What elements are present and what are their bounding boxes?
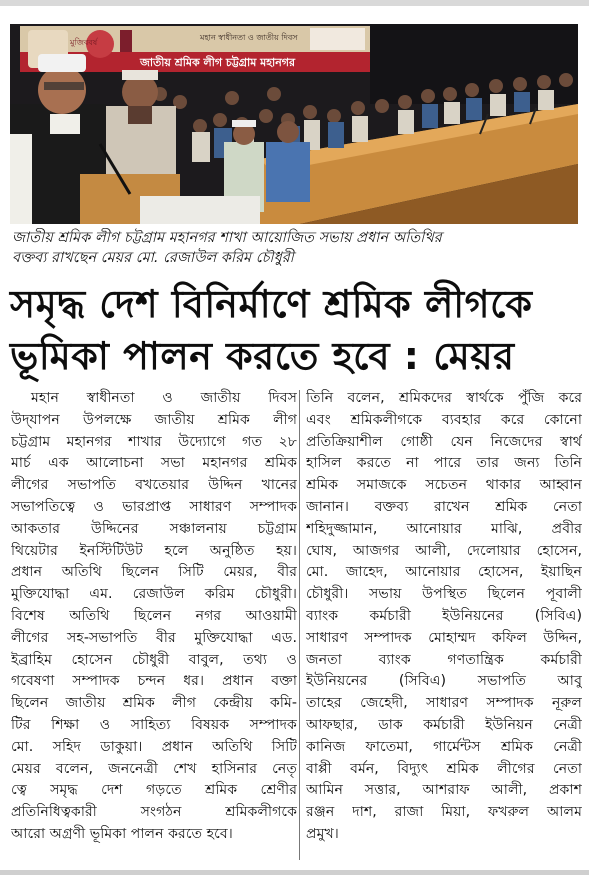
article-line: বিশেষ অতিথি ছিলেন নগর আওয়ামী xyxy=(11,607,297,624)
article-line: ইউনিয়নের (সিবিএ) সভাপতি আবু xyxy=(306,673,582,690)
banner-logo-text: মুজিববর্ষ xyxy=(70,38,98,47)
article-line: ইব্রাহিম হোসেন চৌধুরী বাবুল, তথ্য ও xyxy=(11,651,297,668)
article-line: জানান। বক্তব্য রাখেন শ্রমিক নেতা xyxy=(306,498,582,515)
article-line: লীগের সভাপতি বখতেয়ার উদ্দিন খানের xyxy=(11,477,297,494)
article-line: মহান স্বাধীনতা ও জাতীয় দিবস xyxy=(31,390,297,406)
article-line: মো. সহিদ ডাকুয়া। প্রধান অতিথি সিটি xyxy=(11,738,297,755)
banner-line-2: জাতীয় শ্রমিক লীগ চট্টগ্রাম মহানগর xyxy=(140,56,296,69)
article-line: বাপ্পী বর্মন, বিদ্যুৎ শ্রমিক লীগের নেতা xyxy=(306,760,582,777)
caption-line-1: জাতীয় শ্রমিক লীগ চট্টগ্রাম মহানগর শাখা আয়োজিত সভায় প্রধান অতিথির xyxy=(12,230,442,246)
article-line: শহিদুজ্জামান, আনোয়ার মাঝি, প্রবীর xyxy=(306,520,582,537)
article-line: মেয়র বলেন, জননেত্রী শেখ হাসিনার নেতৃ xyxy=(11,760,297,777)
news-photo xyxy=(10,24,578,224)
article-line: মো. জাহেদ, আনোয়ার হোসেন, ইয়াছিন xyxy=(306,564,582,581)
article-line: ছিলেন জাতীয় শ্রমিক লীগ কেন্দ্রীয় কমি- xyxy=(11,695,297,712)
article-line: সাধারণ সম্পাদক মোহাম্মদ কফিল উদ্দিন, xyxy=(306,629,582,646)
article-line: আরো অগ্রণী ভূমিকা পালন করতে হবে। xyxy=(11,825,233,842)
article-line: ঘোষ, আজগর আলী, দেলোয়ার হোসেন, xyxy=(306,542,582,559)
article-line: মুক্তিযোদ্ধা এম. রেজাউল করিম চৌধুরী। xyxy=(11,586,297,603)
banner-line-1: মহান স্বাধীনতা ও জাতীয় দিবস xyxy=(200,33,298,42)
article-column-right xyxy=(306,388,582,846)
article-line: ত্বে সমৃদ্ধ দেশ গড়তে শ্রমিক শ্রেণীর xyxy=(11,782,297,799)
top-rule xyxy=(0,0,589,6)
photo-caption xyxy=(12,228,578,268)
article-line: জনতা ব্যাংক গণতান্ত্রিক কর্মচারী xyxy=(306,651,582,668)
article-line: আকতার উদ্দিনের সঞ্চালনায় চট্টগ্রাম xyxy=(11,520,297,537)
headline xyxy=(10,278,580,382)
article-line: থিয়েটার ইনস্টিটিউট হলে অনুষ্ঠিত হয়। xyxy=(11,542,297,559)
article-line: প্রতিনিধিত্বকারী সংগঠন শ্রমিকলীগকে xyxy=(11,804,297,821)
article-line: তিনি বলেন, শ্রমিকদের স্বার্থকে পুঁজি করে xyxy=(306,390,582,406)
article-line: সভাপতিত্বে ও ভারপ্রাপ্ত সাধারণ সম্পাদক xyxy=(11,498,297,515)
article-line: রঞ্জন দাশ, রাজা মিয়া, ফখরুল আলম xyxy=(306,804,582,821)
article-line: প্রমুখ। xyxy=(306,825,339,842)
article-line: প্রধান অতিথি ছিলেন সিটি মেয়র, বীর xyxy=(11,564,297,581)
column-divider xyxy=(299,390,300,860)
article-line: শ্রমিক সমাজকে সচেতন থাকার আহ্বান xyxy=(306,477,582,494)
article-line: আমিন সত্তার, আশরাফ আলী, প্রকাশ xyxy=(306,782,582,799)
article-line: এবং শ্রমিকলীগকে ব্যবহার করে কোনো xyxy=(306,411,582,428)
article-line: কানিজ ফাতেমা, গার্মেন্টস শ্রমিক নেত্রী xyxy=(306,738,582,755)
article-line: উদ্‌যাপন উপলক্ষে জাতীয় শ্রমিক লীগ xyxy=(11,411,297,428)
article-line: টির শিক্ষা ও সাহিত্য বিষয়ক সম্পাদক xyxy=(11,716,297,733)
article-line: আফছার, ডাক কর্মচারী ইউনিয়ন নেত্রী xyxy=(306,716,582,733)
article-line: ব্যাংক কর্মচারী ইউনিয়নের (সিবিএ) xyxy=(306,607,582,624)
article-line: প্রতিক্রিয়াশীল গোষ্ঠী যেন নিজেদের স্বার্থ xyxy=(306,433,582,450)
article-line: লীগের সহ-সভাপতি বীর মুক্তিযোদ্ধা এড. xyxy=(11,629,297,646)
headline-line-1: সমৃদ্ধ দেশ বিনির্মাণে শ্রমিক লীগকে xyxy=(10,282,533,326)
headline-line-2: ভূমিকা পালন করতে হবে : মেয়র xyxy=(10,334,515,378)
article-line: হাসিল করতে না পারে তার জন্য তিনি xyxy=(306,455,582,472)
caption-line-2: বক্তব্য রাখছেন মেয়র মো. রেজাউল করিম চৌধুরী xyxy=(12,250,294,266)
article-line: মার্চ এক আলোচনা সভা মহানগর শ্রমিক xyxy=(11,455,297,472)
article-line: চৌধুরী। সভায় উপস্থিত ছিলেন পূবালী xyxy=(306,586,582,603)
article-line: চট্টগ্রাম মহানগর শাখার উদ্যোগে গত ২৮ xyxy=(11,433,297,450)
article-line: তাহের জেহেদী, সাধারণ সম্পাদক নূরুল xyxy=(306,695,582,712)
bottom-rule xyxy=(0,870,589,875)
article-column-left xyxy=(11,388,297,846)
article-line: গবেষণা সম্পাদক চন্দন ধর। প্রধান বক্তা xyxy=(11,673,297,690)
